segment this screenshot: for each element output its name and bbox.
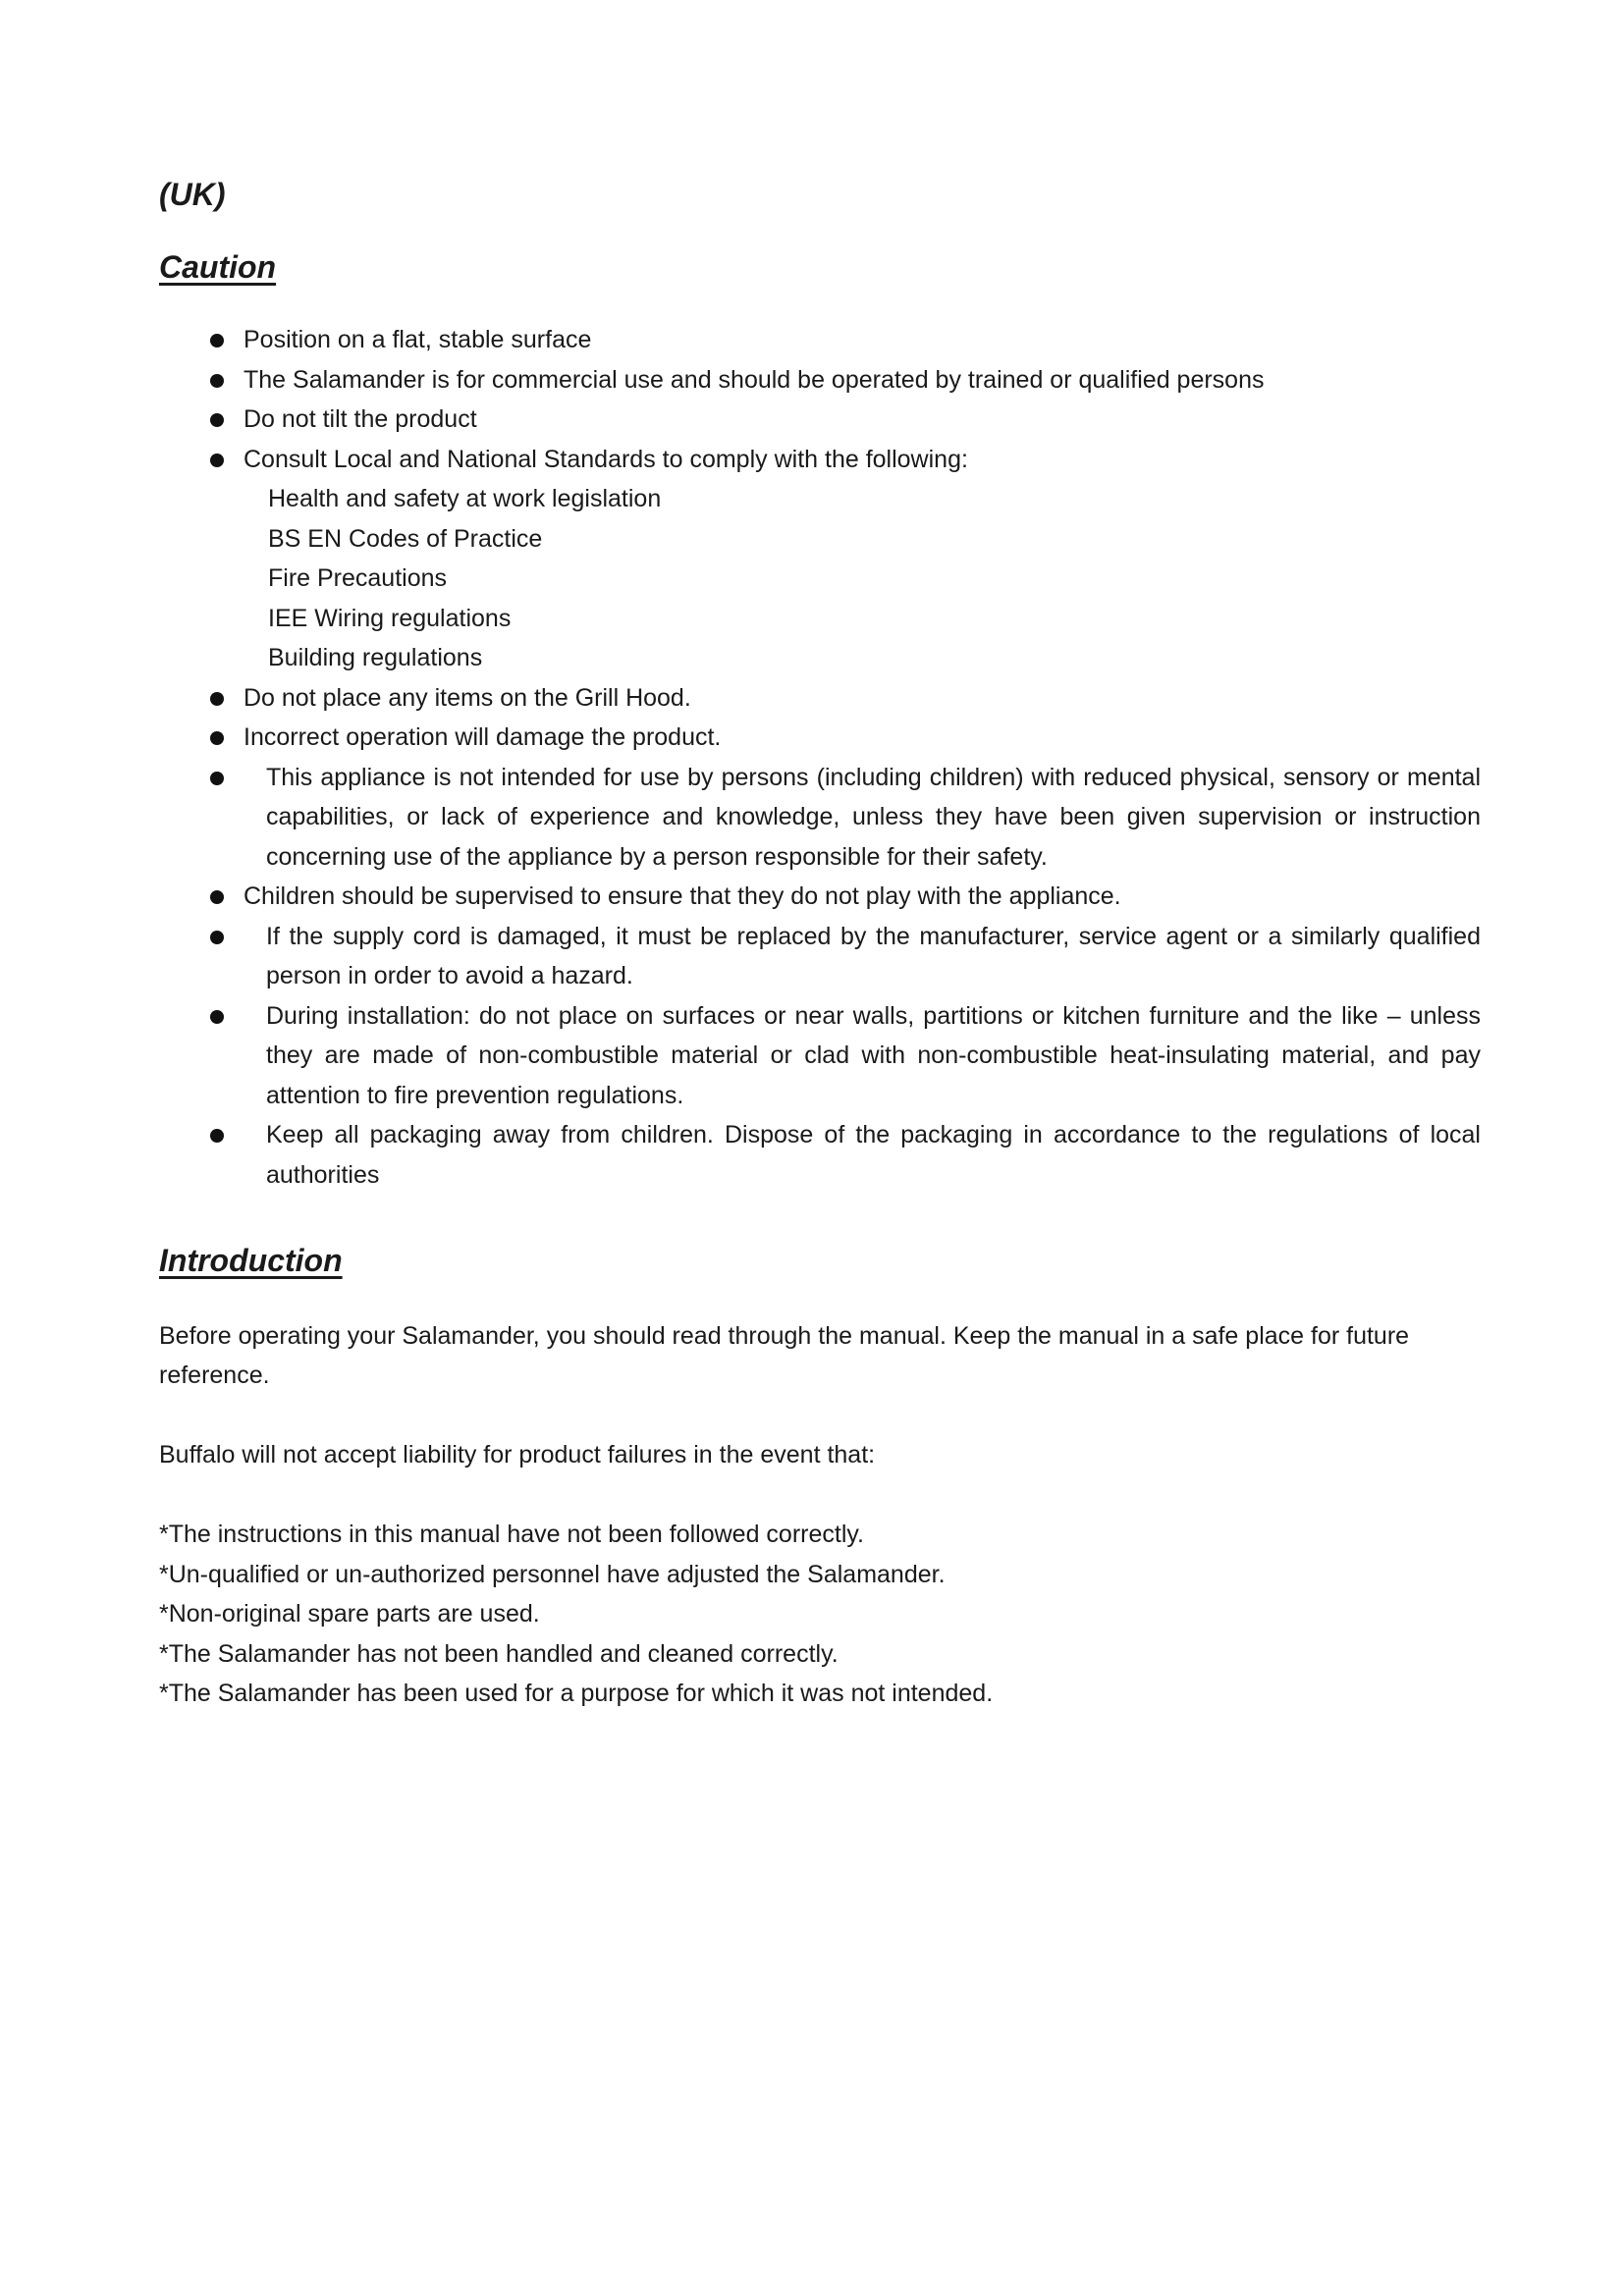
caution-item bbox=[0, 678, 1481, 719]
caution-item-text: Keep all packaging away from children. Dispose of the packaging in accordance to the regulations of local authorities bbox=[266, 1121, 1481, 1189]
bullet-icon bbox=[210, 334, 224, 347]
caution-item bbox=[0, 718, 1481, 758]
caution-list bbox=[0, 320, 1624, 1195]
bullet-icon bbox=[210, 413, 224, 427]
bullet-icon bbox=[210, 731, 224, 745]
region-label: (UK) bbox=[159, 177, 226, 212]
bullet-icon bbox=[210, 1129, 224, 1143]
standards-sub-item: IEE Wiring regulations bbox=[268, 604, 512, 632]
caution-item bbox=[0, 360, 1481, 400]
caution-item bbox=[0, 877, 1481, 917]
caution-item bbox=[0, 758, 1481, 878]
caution-item-text: During installation: do not place on surfaces or near walls, partitions or kitchen furniture and the like – unless they are made of non-combustible material or clad with non-combustible heat-insulating material, and pay attention to fire prevention regulations. bbox=[266, 1001, 1481, 1109]
introduction-heading: Introduction bbox=[159, 1243, 343, 1278]
caution-item-text: This appliance is not intended for use by persons (including children) with reduced physical, sensory or mental capabilities, or lack of experience and knowledge, unless they have been given supervision or instruction concerning use of the appliance by a person responsible for their safety. bbox=[266, 763, 1481, 871]
failure-condition: *The instructions in this manual have not been followed correctly. bbox=[159, 1521, 864, 1548]
failure-condition: *The Salamander has not been handled and cleaned correctly. bbox=[159, 1639, 839, 1668]
standards-sub-item: Fire Precautions bbox=[268, 564, 448, 592]
bullet-icon bbox=[210, 772, 224, 785]
caution-heading: Caution bbox=[159, 249, 277, 285]
caution-item-text: The Salamander is for commercial use and should be operated by trained or qualified persons bbox=[244, 365, 1265, 394]
liability-paragraph: Buffalo will not accept liability for product failures in the event that: bbox=[159, 1441, 876, 1468]
caution-item bbox=[0, 320, 1481, 360]
bullet-icon bbox=[210, 1010, 224, 1024]
caution-item-text: Incorrect operation will damage the product. bbox=[244, 723, 722, 751]
standards-sub-item: Building regulations bbox=[268, 644, 483, 671]
caution-item-text: Do not place any items on the Grill Hood. bbox=[244, 683, 691, 712]
bullet-icon bbox=[210, 374, 224, 388]
caution-item-text: Children should be supervised to ensure that they do not play with the appliance. bbox=[244, 882, 1121, 910]
caution-item bbox=[0, 917, 1481, 996]
caution-item-text: Position on a flat, stable surface bbox=[244, 326, 592, 353]
failure-condition: *Un-qualified or un-authorized personnel have adjusted the Salamander. bbox=[159, 1560, 946, 1588]
bullet-icon bbox=[210, 454, 224, 467]
caution-item-text: Consult Local and National Standards to comply with the following: bbox=[244, 445, 968, 473]
caution-item bbox=[0, 400, 1481, 440]
bullet-icon bbox=[210, 931, 224, 944]
bullet-icon bbox=[210, 890, 224, 904]
standards-sub-item: Health and safety at work legislation bbox=[268, 485, 662, 512]
caution-item bbox=[0, 440, 1481, 480]
caution-item bbox=[0, 996, 1481, 1116]
failure-condition: *The Salamander has been used for a purpose for which it was not intended. bbox=[159, 1680, 994, 1707]
standards-sub-item: BS EN Codes of Practice bbox=[268, 524, 543, 553]
caution-item bbox=[0, 1115, 1481, 1195]
introduction-paragraph: Before operating your Salamander, you should read through the manual. Keep the manual in a safe place for future reference. bbox=[159, 1322, 1410, 1389]
failure-condition: *Non-original spare parts are used. bbox=[159, 1600, 540, 1628]
caution-item-text: If the supply cord is damaged, it must be replaced by the manufacturer, service agent or a similarly qualified person in order to avoid a hazard. bbox=[266, 922, 1481, 989]
bullet-icon bbox=[210, 692, 224, 706]
failure-conditions-list bbox=[159, 1515, 1435, 1714]
caution-item-text: Do not tilt the product bbox=[244, 405, 477, 433]
